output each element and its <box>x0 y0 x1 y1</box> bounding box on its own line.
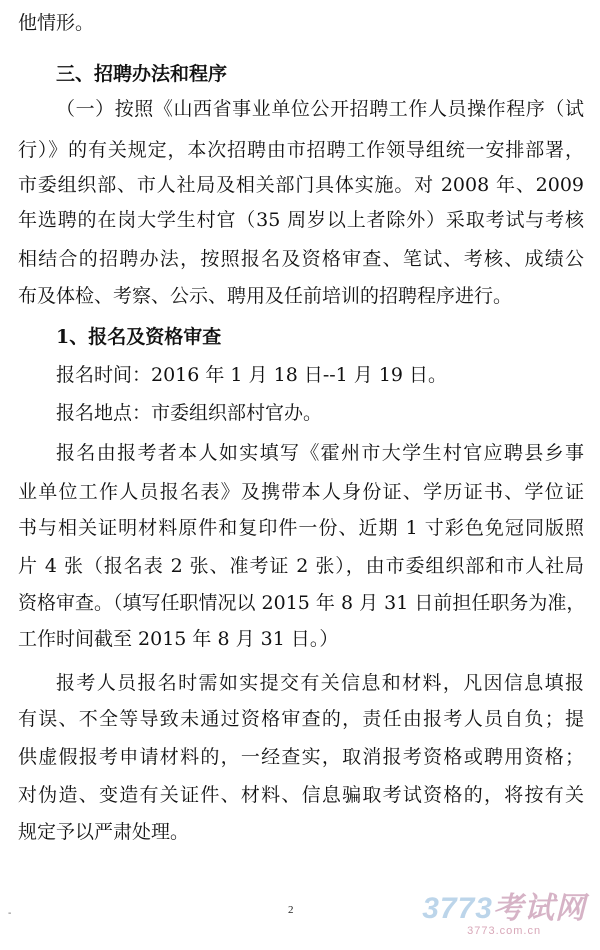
footer-dash: - <box>8 908 12 919</box>
site-watermark <box>422 893 586 938</box>
page-number: 2 <box>288 904 294 916</box>
watermark-url: 3773.com.cn <box>467 925 542 937</box>
text-line: 相结合的招聘办法，按照报名及资格审查、笔试、考核、成绩公 <box>18 248 584 270</box>
text-line: 业单位工作人员报名表》及携带本人身份证、学历证书、学位证 <box>18 481 584 503</box>
text-line: 供虚假报考申请材料的，一经查实，取消报考资格或聘用资格； <box>18 746 584 768</box>
text-line: 报考人员报名时需如实提交有关信息和材料，凡因信息填报 <box>56 672 584 694</box>
text-line: （一）按照《山西省事业单位公开招聘工作人员操作程序（试 <box>56 98 584 120</box>
watermark-logo <box>422 893 586 925</box>
text-line: 规定予以严肃处理。 <box>18 821 190 843</box>
text-line: 报名地点：市委组织部村官办。 <box>56 402 323 424</box>
subsection-heading: 1、报名及资格审查 <box>56 326 222 348</box>
text-line: 工作时间截至 2015 年 8 月 31 日。） <box>18 628 339 650</box>
text-line: 布及体检、考察、公示、聘用及任前培训的招聘程序进行。 <box>18 285 513 307</box>
text-line: 行）》的有关规定，本次招聘由市招聘工作领导组统一安排部署， <box>18 139 584 161</box>
text-line: 有误、不全等导致未通过资格审查的，责任由报考人员自负；提 <box>18 708 584 730</box>
text-line: 对伪造、变造有关证件、材料、信息骗取考试资格的，将按有关 <box>18 784 584 806</box>
text-line: 报名时间：2016 年 1 月 18 日--1 月 19 日。 <box>56 364 448 386</box>
text-line: 报名由报考者本人如实填写《霍州市大学生村官应聘县乡事 <box>56 442 584 464</box>
text-line: 他情形。 <box>18 12 95 34</box>
section-heading: 三、招聘办法和程序 <box>56 63 228 85</box>
text-line: 年选聘的在岗大学生村官（35 周岁以上者除外）采取考试与考核 <box>18 209 584 231</box>
text-line: 市委组织部、市人社局及相关部门具体实施。对 2008 年、2009 <box>18 174 584 196</box>
watermark-logo-text: 考试网 <box>493 892 586 925</box>
text-line: 书与相关证明材料原件和复印件一份、近期 1 寸彩色免冠同版照 <box>18 517 584 539</box>
watermark-logo-number: 3773 <box>422 892 493 925</box>
text-line: 片 4 张（报名表 2 张、准考证 2 张），由市委组织部和市人社局 <box>18 555 584 577</box>
text-line: 资格审查。（填写任职情况以 2015 年 8 月 31 日前担任职务为准， <box>18 592 586 614</box>
